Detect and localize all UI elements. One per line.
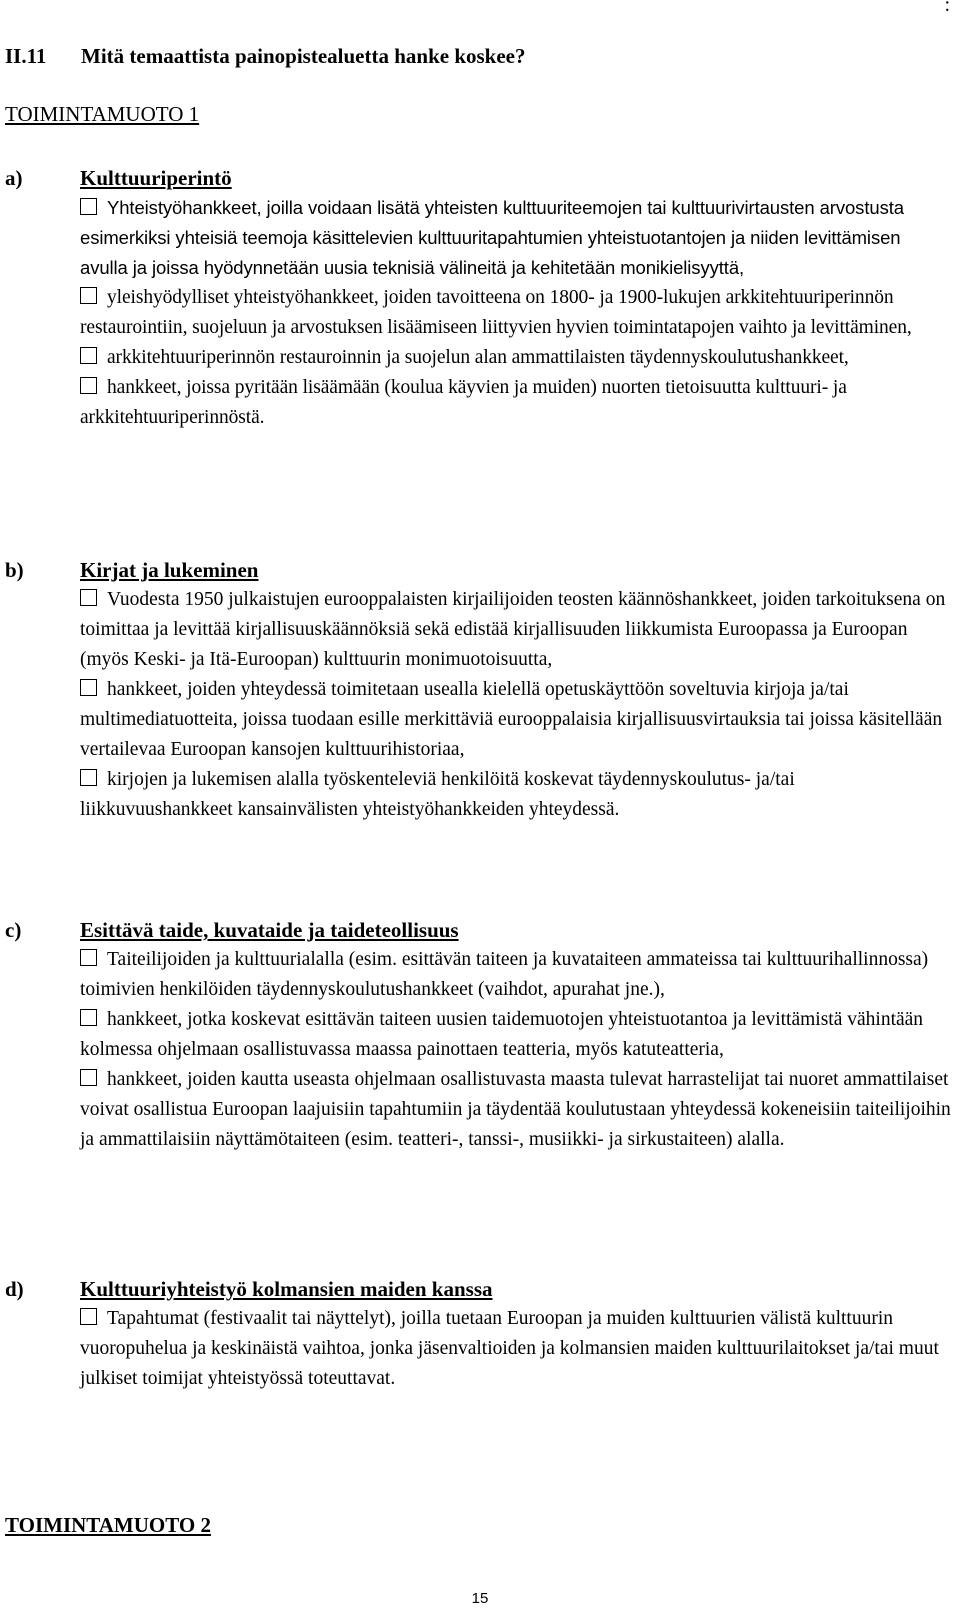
option-item: [80, 373, 952, 433]
page-number: 15: [471, 1590, 489, 1607]
option-text: hankkeet, joiden kautta useasta ohjelmaan osallistuvasta maasta tulevat harrastelijat tai nuoret ammattilaiset voivat osallistua Euroopan laajuisiin tapahtumiin ja täydentää koulutustaan yhteydessä kokeneisiin taiteilijoihin ja ammattilaisiin näyttämötaiteen (esim. teatteri-, tanssi-, musiikki- ja sirkustaiteen) alalla.: [80, 1069, 951, 1150]
checkbox[interactable]: [80, 1069, 97, 1086]
option-text: hankkeet, joissa pyritään lisäämään (koulua käyvien ja muiden) nuorten tietoisuutta kulttuuri- ja arkkitehtuuriperinnöstä.: [80, 377, 847, 428]
question-number: II.11: [5, 44, 47, 68]
section-letter: a): [5, 166, 23, 190]
option-text: yleishyödylliset yhteistyöhankkeet, joiden tavoitteena on 1800- ja 1900-lukujen arkkitehtuuriperinnön restaurointiin, suojeluun ja arvostuksen lisäämiseen liittyvien hyvien toimintatapojen vaihto ja levittäminen,: [80, 287, 912, 338]
section-body: [80, 163, 952, 433]
section-body: [80, 1274, 952, 1394]
section-title: Kulttuuriperintö: [80, 166, 232, 190]
option-text: hankkeet, jotka koskevat esittävän taiteen uusien taidemuotojen yhteistuotantoa ja levittämistä vähintään kolmessa ohjelmaan osallistuvassa maassa painottaen teatteria, myös katuteatteria,: [80, 1009, 924, 1060]
checkbox[interactable]: [80, 949, 97, 966]
checkbox[interactable]: [80, 679, 97, 696]
checkbox[interactable]: [80, 589, 97, 606]
checkbox[interactable]: [80, 769, 97, 786]
checkbox[interactable]: [80, 377, 97, 394]
option-item: [80, 675, 952, 765]
option-item: [80, 765, 952, 825]
section-title: Kirjat ja lukeminen: [80, 558, 259, 582]
option-item: [80, 1304, 952, 1394]
section-letter: c): [5, 918, 22, 942]
option-text: Vuodesta 1950 julkaistujen eurooppalaisten kirjailijoiden teosten käännöshankkeet, joiden tarkoituksena on toimittaa ja levittää kirjallisuuskäännöksiä sekä edistää kirjallisuuden liikkumista Euroopassa ja Euroopan (myös Keski- ja Itä-Euroopan) kulttuurin monimuotoisuutta,: [80, 589, 946, 670]
option-text: Taiteilijoiden ja kulttuurialalla (esim. esittävän taiteen ja kuvataiteen ammateissa tai kulttuurihallinnossa) toimivien henkilöiden täydennyskoulutushankkeet (vaihdot, apurahat jne.),: [80, 949, 929, 1000]
checkbox[interactable]: [80, 198, 97, 215]
option-item: [80, 945, 952, 1005]
option-text: kirjojen ja lukemisen alalla työskenteleviä henkilöitä koskevat täydennyskoulutus- ja/tai liikkuvuushankkeet kansainvälisten yhteistyöhankkeiden yhteydessä.: [80, 769, 795, 820]
question-text: Mitä temaattista painopistealuetta hanke koskee?: [81, 44, 526, 68]
option-text: arkkitehtuuriperinnön restauroinnin ja suojelun alan ammattilaisten täydennyskoulutushankkeet,: [107, 347, 849, 368]
option-item: [80, 343, 952, 373]
section-title: Kulttuuriyhteistyö kolmansien maiden kanssa: [80, 1277, 493, 1301]
checkbox[interactable]: [80, 347, 97, 364]
toimintamuoto-1-heading: TOIMINTAMUOTO 1: [5, 102, 200, 126]
section-title: Esittävä taide, kuvataide ja taideteollisuus: [80, 918, 459, 942]
option-item: [80, 1065, 952, 1155]
checkbox[interactable]: [80, 1308, 97, 1325]
section-letter: d): [5, 1277, 24, 1301]
option-item: [80, 283, 952, 343]
option-item: [80, 585, 952, 675]
corner-mark: :: [944, 0, 950, 16]
checkbox[interactable]: [80, 1009, 97, 1026]
section-body: [80, 555, 952, 825]
option-text: Tapahtumat (festivaalit tai näyttelyt), joilla tuetaan Euroopan ja muiden kulttuurien välistä kulttuurin vuoropuhelua ja keskinäistä vaihtoa, jonka jäsenvaltioiden ja kolmansien maiden kulttuurilaitokset ja/tai muut julkiset toimijat yhteistyössä toteuttavat.: [80, 1308, 939, 1389]
option-text: Yhteistyöhankkeet, joilla voidaan lisätä yhteisten kulttuuriteemojen tai kulttuurivirtausten arvostusta esimerkiksi yhteisiä teemoja käsittelevien kulttuuritapahtumien yhteistuotantojen ja niiden levittämisen avulla ja joissa hyödynnetään uusia teknisiä välineitä ja kehitetään monikielisyyttä,: [80, 197, 904, 278]
option-item: [80, 1005, 952, 1065]
section-letter: b): [5, 558, 24, 582]
option-text: hankkeet, joiden yhteydessä toimitetaan usealla kielellä opetuskäyttöön soveltuvia kirjoja ja/tai multimediatuotteita, joissa tuodaan esille merkittäviä eurooppalaisia kirjallisuusvirtauksia tai joissa käsitellään vertailevaa Euroopan kansojen kulttuurihistoriaa,: [80, 679, 943, 760]
checkbox[interactable]: [80, 287, 97, 304]
section-body: [80, 915, 952, 1155]
toimintamuoto-2-heading: TOIMINTAMUOTO 2: [5, 1513, 211, 1537]
question-heading: [5, 44, 526, 69]
option-item: [80, 193, 952, 283]
